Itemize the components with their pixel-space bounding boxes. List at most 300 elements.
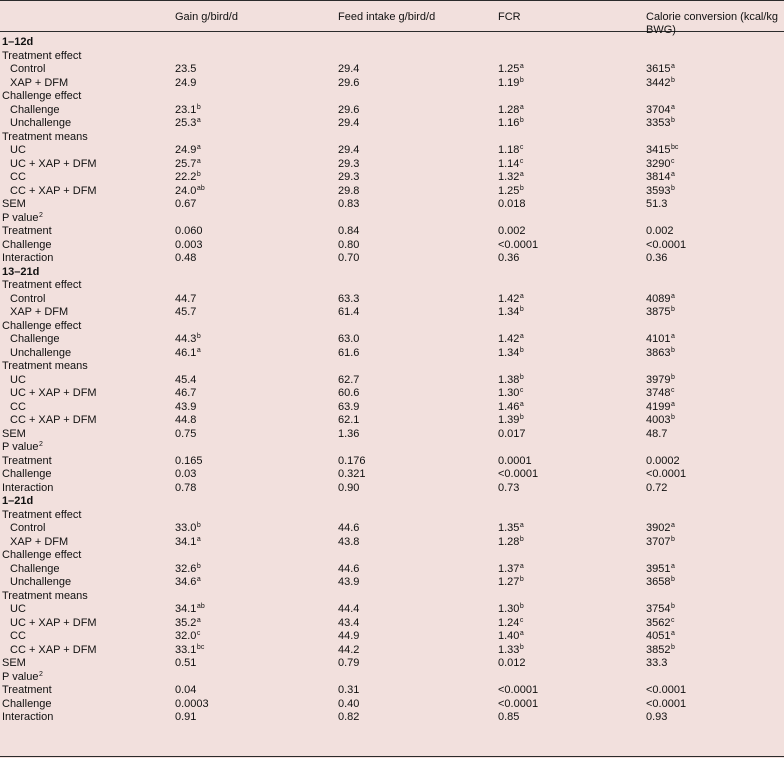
- table-row: [0, 347, 784, 361]
- table-header: [0, 0, 784, 36]
- cell-value: 24.9: [175, 144, 197, 156]
- cell-value: 3415: [646, 144, 671, 156]
- fcr-cell: [498, 104, 524, 118]
- calorie-conversion-cell: [646, 63, 675, 77]
- row-label: CC + XAP + DFM: [10, 643, 97, 656]
- cell-value: 29.8: [338, 184, 360, 197]
- gain-cell: [175, 428, 196, 442]
- row-label: UC: [10, 144, 26, 156]
- cell-value: 44.2: [338, 643, 360, 656]
- cell-value: <0.0001: [646, 238, 687, 251]
- gain-cell: [175, 698, 209, 712]
- fcr-cell: [498, 657, 526, 671]
- gain-cell: [175, 617, 201, 631]
- significance-letter: b: [519, 346, 524, 354]
- significance-letter: a: [670, 292, 675, 300]
- cell-value: 0.0003: [175, 697, 209, 710]
- gain-cell: [175, 252, 196, 266]
- table-row: [0, 617, 784, 631]
- significance-letter: a: [519, 292, 524, 300]
- header-calorie-conversion: Calorie conversion (kcal/kg BWG): [646, 11, 779, 36]
- calorie-conversion-cell: [646, 144, 678, 158]
- table-row: [0, 684, 784, 698]
- group-row: [0, 360, 784, 374]
- cell-value: 3704: [646, 103, 671, 116]
- calorie-conversion-cell: [646, 711, 667, 725]
- calorie-conversion-cell: [646, 239, 686, 253]
- cell-value: 0.90: [338, 481, 360, 494]
- table-row: [0, 225, 784, 239]
- fcr-cell: [498, 77, 524, 91]
- gain-cell: [175, 347, 201, 361]
- cell-value: 0.018: [498, 198, 526, 210]
- cell-value: <0.0001: [498, 697, 539, 710]
- fcr-cell: [498, 171, 524, 185]
- feed-intake-cell: [338, 536, 359, 550]
- cell-value: 1.35: [498, 522, 520, 534]
- significance-letter: b: [670, 184, 675, 192]
- cell-value: 43.8: [338, 535, 360, 548]
- fcr-cell: [498, 401, 524, 415]
- cell-value: <0.0001: [646, 697, 687, 710]
- feed-intake-cell: [338, 293, 359, 307]
- cell-value: 0.002: [498, 225, 526, 237]
- row-label: Unchallenge: [10, 346, 72, 359]
- significance-letter: c: [670, 387, 675, 394]
- calorie-conversion-cell: [646, 603, 675, 617]
- cell-value: 3951: [646, 562, 671, 575]
- table-row: [0, 644, 784, 658]
- row-label: Interaction: [2, 252, 54, 264]
- section-row: [0, 266, 784, 280]
- cell-value: <0.0001: [498, 468, 539, 480]
- row-label: 13–21d: [2, 265, 40, 278]
- row-label: SEM: [2, 657, 26, 669]
- cell-value: 1.18: [498, 144, 520, 156]
- cell-value: 0.03: [175, 468, 197, 480]
- cell-value: 0.0001: [498, 454, 532, 467]
- fcr-cell: [498, 684, 538, 698]
- cell-value: 1.16: [498, 117, 520, 129]
- cell-value: 45.7: [175, 306, 197, 318]
- cell-value: 1.32: [498, 171, 520, 183]
- cell-value: 0.31: [338, 684, 360, 696]
- significance-letter: a: [670, 522, 675, 529]
- group-row: [0, 279, 784, 293]
- section-row: [0, 36, 784, 50]
- cell-value: 32.0: [175, 630, 197, 642]
- table-row: [0, 536, 784, 550]
- calorie-conversion-cell: [646, 347, 675, 361]
- group-row: [0, 671, 784, 685]
- cell-value: 0.85: [498, 711, 520, 723]
- cell-value: 33.3: [646, 657, 668, 669]
- cell-value: 0.165: [175, 454, 203, 467]
- row-label: 1–21d: [2, 495, 34, 507]
- significance-letter: c: [519, 157, 524, 165]
- calorie-conversion-cell: [646, 630, 675, 644]
- significance-letter: b: [196, 562, 201, 570]
- fcr-cell: [498, 306, 524, 320]
- cell-value: 44.9: [338, 630, 360, 642]
- significance-letter: a: [519, 630, 524, 637]
- gain-cell: [175, 387, 196, 401]
- group-row: [0, 131, 784, 145]
- table-row: [0, 698, 784, 712]
- calorie-conversion-cell: [646, 563, 675, 577]
- gain-cell: [175, 482, 196, 496]
- significance-letter: c: [519, 387, 524, 394]
- cell-value: 0.70: [338, 252, 360, 264]
- row-label: CC: [10, 400, 26, 413]
- fcr-cell: [498, 414, 524, 428]
- feed-intake-cell: [338, 617, 359, 631]
- row-label: Challenge: [2, 468, 52, 480]
- cell-value: 29.4: [338, 144, 360, 156]
- table-row: [0, 374, 784, 388]
- table-row: [0, 387, 784, 401]
- calorie-conversion-cell: [646, 576, 675, 590]
- gain-cell: [175, 225, 203, 239]
- cell-value: 0.176: [338, 454, 366, 467]
- cell-value: 60.6: [338, 387, 360, 399]
- significance-letter: b: [519, 184, 524, 192]
- significance-letter: b: [519, 576, 524, 583]
- cell-value: 3615: [646, 63, 671, 75]
- gain-cell: [175, 77, 196, 91]
- row-label: SEM: [2, 198, 26, 210]
- feed-intake-cell: [338, 468, 366, 482]
- significance-letter: a: [670, 400, 675, 408]
- cell-value: 0.80: [338, 238, 360, 251]
- table-row: [0, 306, 784, 320]
- gain-cell: [175, 657, 196, 671]
- gain-cell: [175, 711, 196, 725]
- row-label: Challenge: [2, 238, 52, 251]
- cell-value: 0.36: [498, 252, 520, 264]
- significance-letter: a: [519, 522, 524, 529]
- row-label: Control: [10, 292, 46, 305]
- row-label: XAP + DFM: [10, 76, 69, 89]
- significance-letter: a: [196, 616, 201, 624]
- feed-intake-cell: [338, 455, 366, 469]
- cell-value: 1.30: [498, 387, 520, 399]
- feed-intake-cell: [338, 482, 359, 496]
- cell-value: 29.3: [338, 171, 360, 183]
- fcr-cell: [498, 698, 538, 712]
- row-label: Challenge effect: [2, 319, 82, 332]
- row-label: Treatment effect: [2, 279, 82, 291]
- significance-letter: a: [196, 346, 201, 354]
- calorie-conversion-cell: [646, 617, 674, 631]
- calorie-conversion-cell: [646, 306, 675, 320]
- row-label: UC + XAP + DFM: [10, 157, 97, 170]
- cell-value: 43.9: [175, 400, 197, 413]
- fcr-cell: [498, 630, 524, 644]
- cell-value: 35.2: [175, 616, 197, 629]
- significance-letter: b: [519, 306, 524, 313]
- cell-value: 1.28: [498, 535, 520, 548]
- row-label: Challenge: [10, 333, 60, 345]
- table-row: [0, 482, 784, 496]
- cell-value: 4003: [646, 414, 671, 426]
- fcr-cell: [498, 563, 524, 577]
- cell-value: 23.1: [175, 103, 197, 116]
- cell-value: 32.6: [175, 562, 197, 575]
- feed-intake-cell: [338, 428, 359, 442]
- cell-value: 33.1: [175, 643, 197, 656]
- row-label: SEM: [2, 427, 26, 440]
- section-row: [0, 495, 784, 509]
- cell-value: 63.9: [338, 400, 360, 413]
- significance-letter: a: [196, 157, 201, 165]
- cell-value: 43.4: [338, 616, 360, 629]
- cell-value: 48.7: [646, 427, 668, 440]
- cell-value: 1.40: [498, 630, 520, 642]
- calorie-conversion-cell: [646, 252, 667, 266]
- feed-intake-cell: [338, 698, 359, 712]
- cell-value: 22.2: [175, 171, 197, 183]
- table-row: [0, 158, 784, 172]
- calorie-conversion-cell: [646, 455, 680, 469]
- significance-letter: bc: [670, 144, 679, 151]
- cell-value: 62.7: [338, 373, 360, 386]
- cell-value: 0.79: [338, 657, 360, 669]
- row-label: Treatment: [2, 225, 52, 237]
- cell-value: 1.42: [498, 292, 520, 305]
- row-label: Treatment effect: [2, 508, 82, 521]
- header-gain: Gain g/bird/d: [175, 11, 238, 23]
- fcr-cell: [498, 225, 526, 239]
- table-row: [0, 144, 784, 158]
- cell-value: 61.4: [338, 306, 360, 318]
- significance-letter: ab: [196, 603, 205, 610]
- gain-cell: [175, 63, 196, 77]
- cell-value: 3979: [646, 373, 671, 386]
- footnote-marker: 2: [39, 670, 43, 678]
- table-row: [0, 239, 784, 253]
- significance-letter: a: [519, 103, 524, 111]
- cell-value: 1.14: [498, 157, 520, 170]
- cell-value: 0.04: [175, 684, 197, 696]
- row-label: Interaction: [2, 481, 54, 494]
- gain-cell: [175, 306, 196, 320]
- calorie-conversion-cell: [646, 198, 667, 212]
- cell-value: 3863: [646, 346, 671, 359]
- cell-value: 3852: [646, 643, 671, 656]
- table-row: [0, 428, 784, 442]
- table-row: [0, 401, 784, 415]
- fcr-cell: [498, 711, 519, 725]
- fcr-cell: [498, 482, 519, 496]
- cell-value: 1.30: [498, 603, 520, 615]
- row-label: P value$^2$: [2, 670, 43, 683]
- cell-value: 0.83: [338, 198, 360, 210]
- group-row: [0, 90, 784, 104]
- cell-value: 1.25: [498, 184, 520, 197]
- significance-letter: bc: [196, 643, 205, 651]
- group-row: [0, 549, 784, 563]
- feed-intake-cell: [338, 576, 359, 590]
- significance-letter: b: [196, 333, 201, 340]
- cell-value: 1.42: [498, 333, 520, 345]
- feed-intake-cell: [338, 522, 359, 536]
- cell-value: 29.3: [338, 157, 360, 170]
- fcr-cell: [498, 252, 519, 266]
- row-label: Treatment means: [2, 360, 88, 372]
- cell-value: 1.36: [338, 427, 360, 440]
- row-label: Challenge effect: [2, 90, 82, 102]
- table-row: [0, 657, 784, 671]
- cell-value: 1.37: [498, 562, 520, 575]
- cell-value: 3754: [646, 603, 671, 615]
- group-row: [0, 320, 784, 334]
- significance-letter: a: [519, 400, 524, 408]
- fcr-cell: [498, 617, 523, 631]
- cell-value: 0.67: [175, 198, 197, 210]
- fcr-cell: [498, 185, 524, 199]
- header-feed-intake: Feed intake g/bird/d: [338, 11, 436, 23]
- calorie-conversion-cell: [646, 117, 675, 131]
- cell-value: 0.48: [175, 252, 197, 264]
- fcr-cell: [498, 536, 524, 550]
- cell-value: 51.3: [646, 198, 668, 210]
- cell-value: 1.39: [498, 414, 520, 426]
- calorie-conversion-cell: [646, 401, 675, 415]
- feed-intake-cell: [338, 158, 359, 172]
- gain-cell: [175, 374, 196, 388]
- row-label: Control: [10, 522, 46, 534]
- cell-value: 34.6: [175, 576, 197, 588]
- table-row: [0, 77, 784, 91]
- cell-value: 23.5: [175, 63, 197, 75]
- fcr-cell: [498, 63, 524, 77]
- group-row: [0, 441, 784, 455]
- significance-letter: a: [670, 333, 675, 340]
- fcr-cell: [498, 144, 523, 158]
- cell-value: 1.24: [498, 616, 520, 629]
- calorie-conversion-cell: [646, 428, 667, 442]
- cell-value: 34.1: [175, 603, 197, 615]
- calorie-conversion-cell: [646, 482, 667, 496]
- feed-intake-cell: [338, 711, 359, 725]
- cell-value: 1.34: [498, 346, 520, 359]
- cell-value: 3290: [646, 157, 671, 170]
- cell-value: 0.321: [338, 468, 366, 480]
- calorie-conversion-cell: [646, 293, 675, 307]
- row-label: XAP + DFM: [10, 535, 69, 548]
- calorie-conversion-cell: [646, 171, 675, 185]
- fcr-cell: [498, 333, 524, 347]
- calorie-conversion-cell: [646, 414, 675, 428]
- gain-cell: [175, 603, 205, 617]
- feed-intake-cell: [338, 185, 359, 199]
- gain-cell: [175, 293, 196, 307]
- cell-value: 1.19: [498, 76, 520, 89]
- fcr-cell: [498, 239, 538, 253]
- gain-cell: [175, 576, 201, 590]
- calorie-conversion-cell: [646, 684, 686, 698]
- significance-letter: b: [670, 535, 675, 543]
- row-label: P value$^2$: [2, 211, 43, 224]
- feed-intake-cell: [338, 171, 359, 185]
- cell-value: 3902: [646, 522, 671, 534]
- feed-intake-cell: [338, 630, 359, 644]
- row-label: CC + XAP + DFM: [10, 414, 97, 426]
- table-row: [0, 711, 784, 725]
- fcr-cell: [498, 117, 524, 131]
- row-label: UC + XAP + DFM: [10, 387, 97, 399]
- cell-value: 0.36: [646, 252, 668, 264]
- significance-letter: a: [519, 562, 524, 570]
- cell-value: 0.73: [498, 481, 520, 494]
- table-row: [0, 563, 784, 577]
- significance-letter: a: [196, 535, 201, 543]
- fcr-cell: [498, 198, 526, 212]
- cell-value: 1.25: [498, 63, 520, 75]
- cell-value: 1.38: [498, 373, 520, 386]
- row-label: Challenge: [10, 562, 60, 575]
- cell-value: 0.78: [175, 481, 197, 494]
- group-row: [0, 509, 784, 523]
- significance-letter: a: [519, 171, 524, 178]
- feed-intake-cell: [338, 117, 359, 131]
- gain-cell: [175, 522, 201, 536]
- significance-letter: b: [196, 171, 201, 178]
- group-row: [0, 50, 784, 64]
- fcr-cell: [498, 428, 526, 442]
- row-label: CC: [10, 171, 26, 183]
- cell-value: 1.28: [498, 103, 520, 116]
- feed-intake-cell: [338, 225, 359, 239]
- cell-value: 3707: [646, 535, 671, 548]
- table-row: [0, 293, 784, 307]
- calorie-conversion-cell: [646, 333, 675, 347]
- fcr-cell: [498, 293, 524, 307]
- cell-value: 24.9: [175, 76, 197, 89]
- group-row: [0, 212, 784, 226]
- fcr-cell: [498, 644, 524, 658]
- cell-value: 45.4: [175, 373, 197, 386]
- table-row: [0, 576, 784, 590]
- significance-letter: b: [670, 414, 675, 421]
- cell-value: 0.84: [338, 225, 360, 237]
- cell-value: 44.6: [338, 562, 360, 575]
- cell-value: 61.6: [338, 346, 360, 359]
- gain-cell: [175, 644, 204, 658]
- significance-letter: b: [670, 76, 675, 84]
- table-row: [0, 522, 784, 536]
- calorie-conversion-cell: [646, 225, 674, 239]
- significance-letter: a: [670, 63, 675, 70]
- significance-letter: c: [196, 630, 201, 637]
- cell-value: 4101: [646, 333, 671, 345]
- cell-value: 0.82: [338, 711, 360, 723]
- calorie-conversion-cell: [646, 468, 686, 482]
- significance-letter: b: [670, 346, 675, 354]
- cell-value: 4199: [646, 400, 671, 413]
- feed-intake-cell: [338, 306, 359, 320]
- row-label: Control: [10, 63, 46, 75]
- cell-value: <0.0001: [498, 238, 539, 251]
- table-row: [0, 117, 784, 131]
- significance-letter: b: [196, 522, 201, 529]
- gain-cell: [175, 414, 196, 428]
- row-label: Interaction: [2, 711, 54, 723]
- cell-value: 1.27: [498, 576, 520, 588]
- footnote-marker: 2: [39, 441, 43, 448]
- gain-cell: [175, 239, 203, 253]
